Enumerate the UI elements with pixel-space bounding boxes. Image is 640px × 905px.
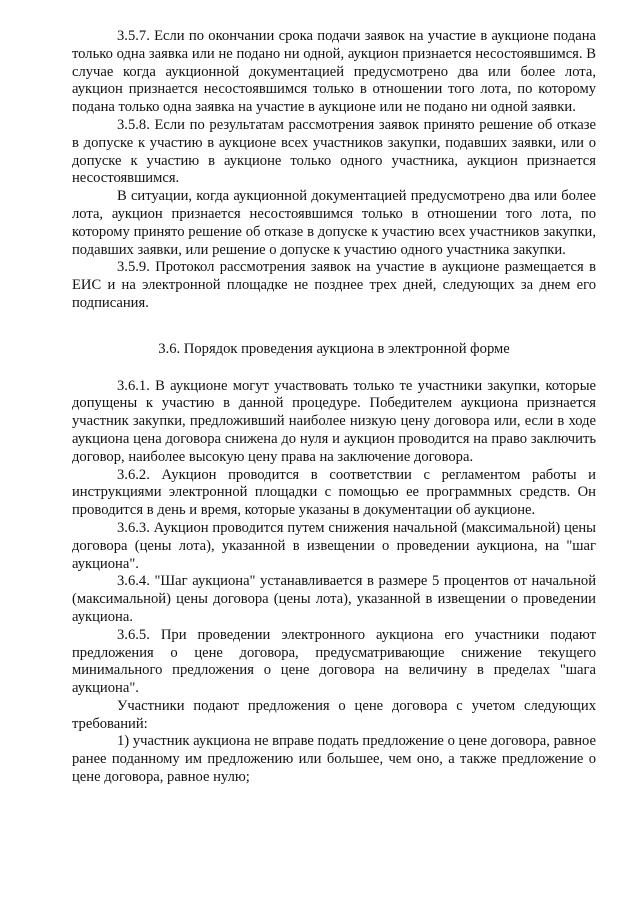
- section-heading: 3.6. Порядок проведения аукциона в электронной форме: [158, 340, 510, 357]
- paragraph-3-6-5: 3.6.5. При проведении электронного аукциона его участники подают предложения о цене договора, предусматривающие снижение текущего минимального предложения о цене договора на величину в пределах "шага аукциона".: [72, 626, 596, 697]
- paragraph-3-6-3: 3.6.3. Аукцион проводится путем снижения начальной (максимальной) цены договора (цены лота), указанной в извещении о проведении аукциона, на "шаг аукциона".: [72, 519, 596, 572]
- paragraph-3-5-9: 3.5.9. Протокол рассмотрения заявок на участие в аукционе размещается в ЕИС и на электронной площадке не позднее трех дней, следующих за днем его подписания.: [72, 259, 596, 311]
- paragraph-3-5-7: 3.5.7. Если по окончании срока подачи заявок на участие в аукционе подана только одна заявка или не подано ни одной, аукцион признается несостоявшимся. В случае когда аукционной документацией предусмотрено два или более лота, аукцион признается несостоявшимся только в отношении того лота, по которому подана только одна заявка на участие в аукционе или не подано ни одной заявки.: [72, 28, 596, 116]
- paragraph-multi-lot: В ситуации, когда аукционной документацией предусмотрено два или более лота, аукцион признается несостоявшимся только в отношении того лота, по которому принято решение об отказе в допуске к участию всех участников закупки, подавших заявки, или решение о допуске к участию одного участника закупки.: [72, 188, 596, 258]
- paragraph-requirements-intro: Участники подают предложения о цене договора с учетом следующих требований:: [72, 697, 596, 732]
- paragraph-3-6-1: 3.6.1. В аукционе могут участвовать только те участники закупки, которые допущены к участию в данной процедуре. Победителем аукциона признается участник закупки, предложивший наиболее низкую цену договора или, если в ходе аукциона цена договора снижена до нуля и аукцион проводится на право заключить договор, наиболее высокую цену права на заключение договора.: [72, 377, 596, 465]
- paragraph-3-6-4: 3.6.4. "Шаг аукциона" устанавливается в размере 5 процентов от начальной (максимальной) цены договора (цены лота), указанной в извещении о проведении аукциона.: [72, 573, 596, 625]
- paragraph-requirement-1: 1) участник аукциона не вправе подать предложение о цене договора, равное ранее поданному им предложению или большее, чем оно, а также предложение о цене договора, равное нулю;: [72, 733, 596, 786]
- paragraph-3-5-8: 3.5.8. Если по результатам рассмотрения заявок принято решение об отказе в допуске к участию в аукционе всех участников закупки, подавших заявки, или о допуске к участию в аукционе только одного участника, аукцион признается несостоявшимся.: [72, 116, 596, 187]
- paragraph-3-6-2: 3.6.2. Аукцион проводится в соответствии с регламентом работы и инструкциями электронной площадки с помощью ее программных средств. Он проводится в день и время, которые указаны в документации об аукционе.: [72, 466, 596, 519]
- document-body: [72, 28, 596, 787]
